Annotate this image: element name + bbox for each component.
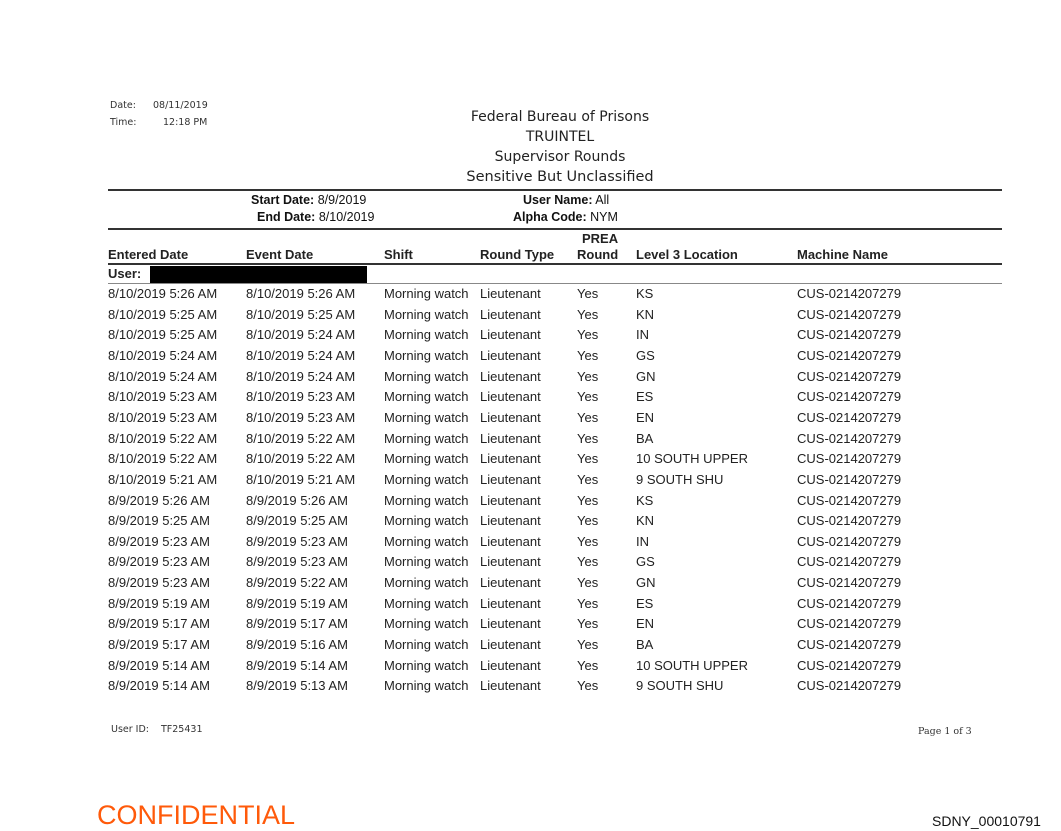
- cell-entered-date: 8/9/2019 5:14 AM: [108, 678, 210, 694]
- cell-shift: Morning watch: [384, 389, 469, 405]
- cell-machine-name: CUS-0214207279: [797, 678, 902, 694]
- cell-level3-location: 10 SOUTH UPPER: [636, 657, 748, 673]
- cell-event-date: 8/10/2019 5:24 AM: [246, 347, 356, 363]
- divider: [108, 189, 1002, 191]
- cell-entered-date: 8/9/2019 5:17 AM: [108, 637, 210, 653]
- cell-event-date: 8/9/2019 5:13 AM: [246, 678, 348, 694]
- cell-event-date: 8/9/2019 5:22 AM: [246, 575, 348, 591]
- cell-entered-date: 8/9/2019 5:25 AM: [108, 513, 210, 529]
- col-round-type: Round Type: [480, 247, 555, 262]
- cell-entered-date: 8/9/2019 5:26 AM: [108, 492, 210, 508]
- table-row: [0, 491, 1061, 511]
- cell-machine-name: CUS-0214207279: [797, 616, 902, 632]
- cell-event-date: 8/10/2019 5:23 AM: [246, 389, 356, 405]
- divider: [108, 263, 1002, 265]
- cell-shift: Morning watch: [384, 575, 469, 591]
- cell-event-date: 8/10/2019 5:22 AM: [246, 451, 356, 467]
- cell-machine-name: CUS-0214207279: [797, 492, 902, 508]
- cell-entered-date: 8/10/2019 5:23 AM: [108, 409, 218, 425]
- time-value: 12:18 PM: [163, 117, 208, 128]
- cell-level3-location: ES: [636, 595, 654, 611]
- cell-level3-location: GS: [636, 347, 655, 363]
- cell-event-date: 8/9/2019 5:23 AM: [246, 554, 348, 570]
- table-row: [0, 470, 1061, 490]
- cell-machine-name: CUS-0214207279: [797, 327, 902, 343]
- cell-entered-date: 8/10/2019 5:22 AM: [108, 430, 218, 446]
- table-row: [0, 614, 1061, 634]
- cell-machine-name: CUS-0214207279: [797, 471, 902, 487]
- cell-event-date: 8/9/2019 5:16 AM: [246, 637, 348, 653]
- cell-prea-round: Yes: [577, 533, 599, 549]
- cell-level3-location: BA: [636, 637, 654, 653]
- cell-event-date: 8/9/2019 5:14 AM: [246, 657, 348, 673]
- cell-shift: Morning watch: [384, 409, 469, 425]
- cell-machine-name: CUS-0214207279: [797, 554, 902, 570]
- cell-machine-name: CUS-0214207279: [797, 286, 902, 301]
- cell-shift: Morning watch: [384, 451, 469, 467]
- cell-entered-date: 8/10/2019 5:21 AM: [108, 471, 218, 487]
- confidential-stamp: CONFIDENTIAL: [97, 800, 296, 830]
- cell-level3-location: KN: [636, 513, 655, 529]
- cell-level3-location: 9 SOUTH SHU: [636, 678, 724, 694]
- cell-round-type: Lieutenant: [480, 327, 541, 343]
- cell-prea-round: Yes: [577, 286, 599, 301]
- cell-shift: Morning watch: [384, 368, 469, 384]
- cell-round-type: Lieutenant: [480, 678, 541, 694]
- cell-shift: Morning watch: [384, 533, 469, 549]
- table-row: [0, 573, 1061, 593]
- cell-entered-date: 8/10/2019 5:26 AM: [108, 286, 218, 301]
- table-row: [0, 635, 1061, 655]
- cell-shift: Morning watch: [384, 286, 469, 301]
- cell-level3-location: BA: [636, 430, 654, 446]
- table-row: [0, 305, 1061, 325]
- cell-prea-round: Yes: [577, 327, 599, 343]
- cell-machine-name: CUS-0214207279: [797, 451, 902, 467]
- cell-machine-name: CUS-0214207279: [797, 637, 902, 653]
- report-classification: Sensitive But Unclassified: [466, 169, 654, 185]
- col-entered-date: Entered Date: [108, 247, 189, 262]
- date-value: 08/11/2019: [153, 100, 208, 111]
- end-date-value: 8/10/2019: [318, 210, 375, 224]
- user-name-label: User Name:: [523, 193, 593, 207]
- cell-level3-location: KS: [636, 492, 654, 508]
- table-row: [0, 387, 1061, 407]
- cell-round-type: Lieutenant: [480, 513, 541, 529]
- cell-entered-date: 8/10/2019 5:22 AM: [108, 451, 218, 467]
- cell-level3-location: EN: [636, 616, 655, 632]
- cell-shift: Morning watch: [384, 306, 469, 322]
- table-row: [0, 532, 1061, 552]
- cell-round-type: Lieutenant: [480, 409, 541, 425]
- cell-entered-date: 8/9/2019 5:19 AM: [108, 595, 210, 611]
- divider: [108, 228, 1002, 230]
- cell-entered-date: 8/10/2019 5:24 AM: [108, 347, 218, 363]
- report-system: TRUINTEL: [525, 129, 595, 145]
- cell-event-date: 8/9/2019 5:26 AM: [246, 492, 348, 508]
- col-prea: PREA: [582, 231, 619, 246]
- cell-level3-location: GN: [636, 575, 656, 591]
- cell-round-type: Lieutenant: [480, 471, 541, 487]
- cell-shift: Morning watch: [384, 616, 469, 632]
- start-date-value: 8/9/2019: [317, 193, 367, 207]
- cell-round-type: Lieutenant: [480, 554, 541, 570]
- cell-entered-date: 8/10/2019 5:24 AM: [108, 368, 218, 384]
- cell-prea-round: Yes: [577, 513, 599, 529]
- cell-shift: Morning watch: [384, 657, 469, 673]
- table-row: [0, 594, 1061, 614]
- col-round: Round: [577, 247, 619, 262]
- cell-prea-round: Yes: [577, 616, 599, 632]
- table-row: [0, 656, 1061, 676]
- cell-prea-round: Yes: [577, 678, 599, 694]
- cell-machine-name: CUS-0214207279: [797, 533, 902, 549]
- cell-prea-round: Yes: [577, 430, 599, 446]
- cell-round-type: Lieutenant: [480, 533, 541, 549]
- cell-round-type: Lieutenant: [480, 368, 541, 384]
- cell-event-date: 8/10/2019 5:22 AM: [246, 430, 356, 446]
- cell-level3-location: IN: [636, 533, 649, 549]
- cell-prea-round: Yes: [577, 451, 599, 467]
- cell-shift: Morning watch: [384, 347, 469, 363]
- cell-level3-location: KN: [636, 306, 655, 322]
- cell-event-date: 8/9/2019 5:17 AM: [246, 616, 348, 632]
- cell-level3-location: IN: [636, 327, 649, 343]
- cell-level3-location: ES: [636, 389, 654, 405]
- user-name: [523, 193, 609, 207]
- report-org: Federal Bureau of Prisons: [470, 109, 650, 125]
- alpha-code: [513, 210, 618, 224]
- cell-round-type: Lieutenant: [480, 616, 541, 632]
- cell-shift: Morning watch: [384, 637, 469, 653]
- table-row: [0, 676, 1061, 696]
- cell-machine-name: CUS-0214207279: [797, 430, 902, 446]
- cell-event-date: 8/9/2019 5:25 AM: [246, 513, 348, 529]
- cell-entered-date: 8/10/2019 5:25 AM: [108, 306, 218, 322]
- cell-round-type: Lieutenant: [480, 347, 541, 363]
- cell-shift: Morning watch: [384, 595, 469, 611]
- page-number: Page 1 of 3: [918, 726, 972, 737]
- cell-level3-location: 10 SOUTH UPPER: [636, 451, 748, 467]
- cell-event-date: 8/10/2019 5:25 AM: [246, 306, 356, 322]
- cell-prea-round: Yes: [577, 368, 599, 384]
- cell-entered-date: 8/9/2019 5:23 AM: [108, 554, 210, 570]
- cell-prea-round: Yes: [577, 306, 599, 322]
- cell-event-date: 8/10/2019 5:21 AM: [246, 471, 356, 487]
- cell-entered-date: 8/9/2019 5:23 AM: [108, 533, 210, 549]
- table-row: [0, 325, 1061, 345]
- cell-prea-round: Yes: [577, 575, 599, 591]
- table-row: [0, 367, 1061, 387]
- cell-machine-name: CUS-0214207279: [797, 306, 902, 322]
- cell-entered-date: 8/10/2019 5:25 AM: [108, 327, 218, 343]
- cell-shift: Morning watch: [384, 471, 469, 487]
- end-date-label: End Date:: [257, 210, 316, 224]
- time-label: Time:: [110, 117, 137, 128]
- cell-shift: Morning watch: [384, 492, 469, 508]
- cell-round-type: Lieutenant: [480, 575, 541, 591]
- user-group-label: User:: [108, 266, 142, 281]
- table-row: [0, 511, 1061, 531]
- cell-round-type: Lieutenant: [480, 657, 541, 673]
- user-id-label: User ID:: [111, 724, 149, 735]
- cell-shift: Morning watch: [384, 430, 469, 446]
- cell-round-type: Lieutenant: [480, 430, 541, 446]
- col-event-date: Event Date: [246, 247, 314, 262]
- cell-round-type: Lieutenant: [480, 286, 541, 301]
- report-title: Supervisor Rounds: [494, 149, 626, 165]
- cell-prea-round: Yes: [577, 492, 599, 508]
- table-row: [0, 552, 1061, 572]
- cell-event-date: 8/10/2019 5:24 AM: [246, 327, 356, 343]
- cell-prea-round: Yes: [577, 471, 599, 487]
- user-name-value: All: [595, 193, 610, 207]
- cell-prea-round: Yes: [577, 409, 599, 425]
- cell-prea-round: Yes: [577, 554, 599, 570]
- bates-number: SDNY_00010791: [932, 813, 1041, 829]
- cell-prea-round: Yes: [577, 657, 599, 673]
- cell-shift: Morning watch: [384, 513, 469, 529]
- start-date: [251, 193, 366, 207]
- cell-prea-round: Yes: [577, 595, 599, 611]
- table-row: [0, 429, 1061, 449]
- start-date-label: Start Date:: [251, 193, 315, 207]
- table-row: [0, 408, 1061, 428]
- cell-round-type: Lieutenant: [480, 637, 541, 653]
- cell-entered-date: 8/9/2019 5:17 AM: [108, 616, 210, 632]
- cell-machine-name: CUS-0214207279: [797, 347, 902, 363]
- col-shift: Shift: [384, 247, 413, 262]
- cell-prea-round: Yes: [577, 637, 599, 653]
- cell-entered-date: 8/10/2019 5:23 AM: [108, 389, 218, 405]
- cell-prea-round: Yes: [577, 389, 599, 405]
- cell-level3-location: GS: [636, 554, 655, 570]
- cell-level3-location: KS: [636, 286, 654, 301]
- cell-event-date: 8/10/2019 5:23 AM: [246, 409, 356, 425]
- cell-entered-date: 8/9/2019 5:23 AM: [108, 575, 210, 591]
- cell-machine-name: CUS-0214207279: [797, 389, 902, 405]
- cell-event-date: 8/10/2019 5:26 AM: [246, 286, 356, 301]
- cell-shift: Morning watch: [384, 678, 469, 694]
- cell-event-date: 8/9/2019 5:23 AM: [246, 533, 348, 549]
- cell-machine-name: CUS-0214207279: [797, 575, 902, 591]
- table-row: [0, 284, 1061, 304]
- table-row: [0, 346, 1061, 366]
- date-label: Date:: [110, 100, 136, 111]
- cell-shift: Morning watch: [384, 327, 469, 343]
- cell-level3-location: 9 SOUTH SHU: [636, 471, 724, 487]
- cell-round-type: Lieutenant: [480, 595, 541, 611]
- cell-shift: Morning watch: [384, 554, 469, 570]
- alpha-code-label: Alpha Code:: [513, 210, 587, 224]
- redaction-box: [150, 266, 367, 283]
- end-date: [257, 210, 374, 224]
- cell-round-type: Lieutenant: [480, 451, 541, 467]
- cell-event-date: 8/10/2019 5:24 AM: [246, 368, 356, 384]
- cell-machine-name: CUS-0214207279: [797, 368, 902, 384]
- cell-round-type: Lieutenant: [480, 306, 541, 322]
- table-row: [0, 449, 1061, 469]
- cell-level3-location: EN: [636, 409, 655, 425]
- cell-prea-round: Yes: [577, 347, 599, 363]
- user-id-value: TF25431: [161, 724, 203, 735]
- cell-machine-name: CUS-0214207279: [797, 657, 902, 673]
- alpha-code-value: NYM: [590, 210, 618, 224]
- cell-entered-date: 8/9/2019 5:14 AM: [108, 657, 210, 673]
- cell-machine-name: CUS-0214207279: [797, 595, 902, 611]
- cell-machine-name: CUS-0214207279: [797, 409, 902, 425]
- col-level3-location: Level 3 Location: [636, 247, 738, 262]
- cell-event-date: 8/9/2019 5:19 AM: [246, 595, 348, 611]
- cell-round-type: Lieutenant: [480, 389, 541, 405]
- cell-level3-location: GN: [636, 368, 656, 384]
- col-machine-name: Machine Name: [797, 247, 889, 262]
- cell-round-type: Lieutenant: [480, 492, 541, 508]
- cell-machine-name: CUS-0214207279: [797, 513, 902, 529]
